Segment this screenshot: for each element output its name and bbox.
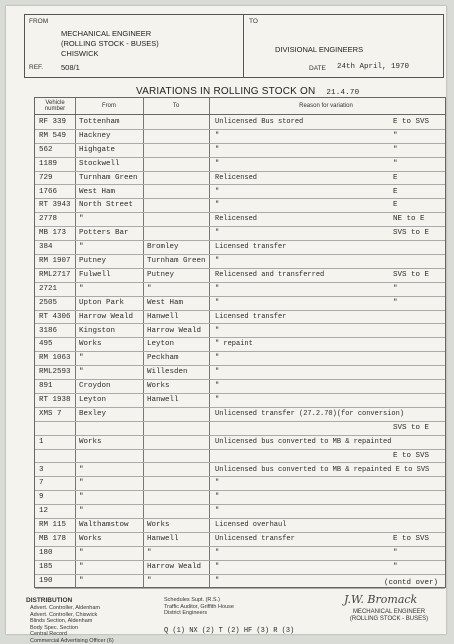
reason-cell: " [215,160,219,168]
from-cell: Tottenham [79,118,120,126]
reason-cell: " [215,188,219,196]
reason-cell: Unlicensed bus converted to MB & repainted E to SVS [215,466,429,474]
from-cell: Putney [79,257,106,265]
table-row [35,283,445,297]
vehicle-cell: RF 339 [39,118,66,126]
col-reason: Reason for variation [211,103,441,109]
table-row [35,477,445,491]
to-cell: Hanwell [147,313,179,321]
distribution-item: Central Record [30,631,114,638]
vehicle-cell: 190 [39,577,53,585]
vehicle-cell: RT 3943 [39,201,71,209]
status-cell: " [393,160,398,168]
from-cell: West Ham [79,188,115,196]
from-cell: Harrow Weald [79,313,133,321]
table-row [35,519,445,533]
distribution-item: Schedules Supt. (R.S.) [164,597,234,604]
to-label: TO [249,18,258,25]
from-cell: Highgate [79,146,115,154]
distribution-item: Blinds Section, Aldenham [30,618,114,625]
reason-cell: Relicensed [215,215,257,223]
from-cell: " [79,354,84,362]
vehicle-cell: 384 [39,243,53,251]
from-cell: " [79,507,84,515]
status-cell: E to SVS [393,452,429,460]
table-row [35,297,445,311]
vehicle-cell: 1766 [39,188,57,196]
title-text: VARIATIONS IN ROLLING STOCK ON [136,86,315,97]
reason-cell: " [215,327,219,335]
distribution-list-2 [164,597,234,617]
from-cell: " [79,466,84,474]
to-value: DIVISIONAL ENGINEERS [275,45,363,54]
reason-cell: " [215,549,219,557]
from-cell: " [79,215,84,223]
distribution-item: Commercial Advertising Officer (6) [30,638,114,644]
distribution-label: DISTRIBUTION [26,597,72,604]
table-row [35,394,445,408]
vehicle-cell: RM 1063 [39,354,71,362]
from-cell: Croydon [79,382,111,390]
table-row [35,464,445,478]
table-row [35,422,445,436]
to-cell: " [147,285,152,293]
distribution-list [30,605,114,644]
to-cell: Bromley [147,243,179,251]
table-row [35,547,445,561]
table-row [35,213,445,227]
to-cell: " [147,577,152,585]
status-cell: SVS to E [393,229,429,237]
distribution-item: District Engineers [164,610,234,617]
status-cell: " [393,549,398,557]
table-row [35,505,445,519]
table-row [35,366,445,380]
vehicle-cell: 2778 [39,215,57,223]
from-line-3: CHISWICK [61,49,99,58]
table-row [35,533,445,547]
col-vehicle: Vehicle number [37,100,73,112]
reason-cell: " [215,396,219,404]
from-block [25,15,244,77]
reason-cell: " [215,146,219,154]
from-cell: " [79,368,84,376]
title-date: 21.4.70 [326,89,359,97]
reason-cell: Unlicensed Bus stored [215,118,303,126]
from-line-2: (ROLLING STOCK - BUSES) [61,39,159,48]
vehicle-cell: 495 [39,340,53,348]
table-row [35,450,445,464]
col-to: To [145,103,207,109]
from-cell: " [79,243,84,251]
reason-cell: Unlicensed transfer (27.2.70)(for conversion) [215,410,404,418]
status-cell: E [393,201,398,209]
vehicle-cell: RM 549 [39,132,66,140]
table-row [35,116,445,130]
sign-block [342,609,436,623]
status-cell: SVS to E [393,424,429,432]
from-cell: Works [79,535,102,543]
page-title [136,86,359,97]
vehicle-cell: 180 [39,549,53,557]
table-row [35,144,445,158]
date-label: DATE [309,65,326,72]
variations-table [34,97,446,588]
reason-cell: " [215,132,219,140]
from-cell: " [79,563,84,571]
from-cell: Turnham Green [79,174,138,182]
table-row [35,269,445,283]
vehicle-cell: RT 1938 [39,396,71,404]
to-cell: Turnham Green [147,257,206,265]
status-cell: E to SVS [393,535,429,543]
reason-cell: Licensed overhaul [215,521,286,529]
to-cell: Harrow Weald [147,563,201,571]
status-cell: E [393,174,398,182]
from-cell: North Street [79,201,133,209]
distribution-item: Advert. Controller, Aldenham [30,605,114,612]
signature: J.W. Bromack [344,593,417,606]
reason-cell: " [215,354,219,362]
from-cell: " [79,285,84,293]
to-cell: " [147,549,152,557]
reason-cell: Licensed transfer [215,243,286,251]
reason-cell: " [215,577,219,585]
date-value: 24th April, 1970 [337,63,409,71]
status-cell: " [393,563,398,571]
from-cell: " [79,577,84,585]
distribution-item: Body Spec. Section [30,625,114,632]
table-row [35,408,445,422]
table-row [35,491,445,505]
reason-cell: " [215,368,219,376]
vehicle-cell: RM 115 [39,521,66,529]
status-cell: E to SVS [393,118,429,126]
to-cell: Works [147,382,170,390]
vehicle-cell: RML2717 [39,271,71,279]
vehicle-cell: 185 [39,563,53,571]
reason-cell: " [215,382,219,390]
vehicle-cell: 9 [39,493,44,501]
reason-cell: " [215,201,219,209]
status-cell: " [393,132,398,140]
to-cell: Hanwell [147,535,179,543]
from-cell: Bexley [79,410,106,418]
reason-cell: " [215,229,219,237]
status-cell: " [393,299,398,307]
from-line-1: MECHANICAL ENGINEER [61,29,151,38]
to-cell: Works [147,521,170,529]
status-cell: " [393,285,398,293]
reason-cell: Relicensed [215,174,257,182]
to-cell: Peckham [147,354,179,362]
table-row [35,227,445,241]
vehicle-cell: 891 [39,382,53,390]
reason-cell: Unlicensed bus converted to MB & repainted [215,438,391,446]
to-cell: West Ham [147,299,183,307]
to-cell: Leyton [147,340,174,348]
vehicle-cell: 3186 [39,327,57,335]
reason-cell: Licensed transfer [215,313,286,321]
ref-value: 508/1 [61,63,80,72]
document-sheet [6,6,446,634]
reason-cell: Unlicensed transfer [215,535,295,543]
vehicle-cell: 12 [39,507,48,515]
from-cell: " [79,493,84,501]
table-row [35,380,445,394]
col-from: From [77,103,141,109]
from-cell: Upton Park [79,299,124,307]
sign-line: MECHANICAL ENGINEER [342,609,436,616]
table-row [35,255,445,269]
to-cell: Willesden [147,368,188,376]
from-cell: Kingston [79,327,115,335]
vehicle-cell: RT 4306 [39,313,71,321]
status-cell: " [393,146,398,154]
vehicle-cell: 562 [39,146,53,154]
reason-cell: " [215,563,219,571]
status-cell: SVS to E [393,271,429,279]
to-cell: Hanwell [147,396,179,404]
from-cell: Works [79,340,102,348]
reason-cell: " [215,299,219,307]
from-cell: Works [79,438,102,446]
reason-cell: " [215,257,219,265]
vehicle-cell: 2505 [39,299,57,307]
table-row [35,352,445,366]
reason-cell: " [215,285,219,293]
vehicle-cell: MB 178 [39,535,66,543]
vehicle-cell: 2721 [39,285,57,293]
table-row [35,130,445,144]
table-row [35,172,445,186]
vehicle-cell: XMS 7 [39,410,62,418]
from-cell: " [79,479,84,487]
table-row [35,338,445,352]
table-row [35,199,445,213]
from-cell: Fulwell [79,271,111,279]
table-row [35,561,445,575]
table-row [35,436,445,450]
table-row [35,241,445,255]
to-cell: Harrow Weald [147,327,201,335]
vehicle-cell: 1 [39,438,44,446]
allocation-codes: Q (1) NX (2) T (2) HF (3) R (3) [164,627,294,635]
reason-cell: Relicensed and transferred [215,271,324,279]
status-cell: E [393,188,398,196]
vehicle-cell: RML2593 [39,368,71,376]
distribution-item: Traffic Auditor, Griffith House [164,604,234,611]
table-row [35,325,445,339]
vehicle-cell: 729 [39,174,53,182]
table-row [35,311,445,325]
from-cell: Walthamstow [79,521,129,529]
vehicle-cell: 3 [39,466,44,474]
reason-cell: " [215,493,219,501]
sign-line: (ROLLING STOCK - BUSES) [342,616,436,623]
vehicle-cell: 7 [39,479,44,487]
vehicle-cell: RM 1907 [39,257,71,265]
from-cell: " [79,549,84,557]
status-cell: NE to E [393,215,425,223]
ref-label: REF. [29,64,43,71]
reason-cell: " [215,507,219,515]
from-cell: Leyton [79,396,106,404]
to-cell: Putney [147,271,174,279]
reason-cell: " repaint [215,340,253,348]
from-cell: Stockwell [79,160,120,168]
vehicle-cell: 1189 [39,160,57,168]
header-box [24,14,444,78]
table-row [35,186,445,200]
contd-note: (contd over) [384,579,438,587]
distribution-item: Advert. Controller, Chiswick [30,612,114,619]
reason-cell: " [215,479,219,487]
vehicle-cell: MB 173 [39,229,66,237]
from-cell: Potters Bar [79,229,129,237]
from-label: FROM [29,18,48,25]
table-row [35,158,445,172]
from-cell: Hackney [79,132,111,140]
